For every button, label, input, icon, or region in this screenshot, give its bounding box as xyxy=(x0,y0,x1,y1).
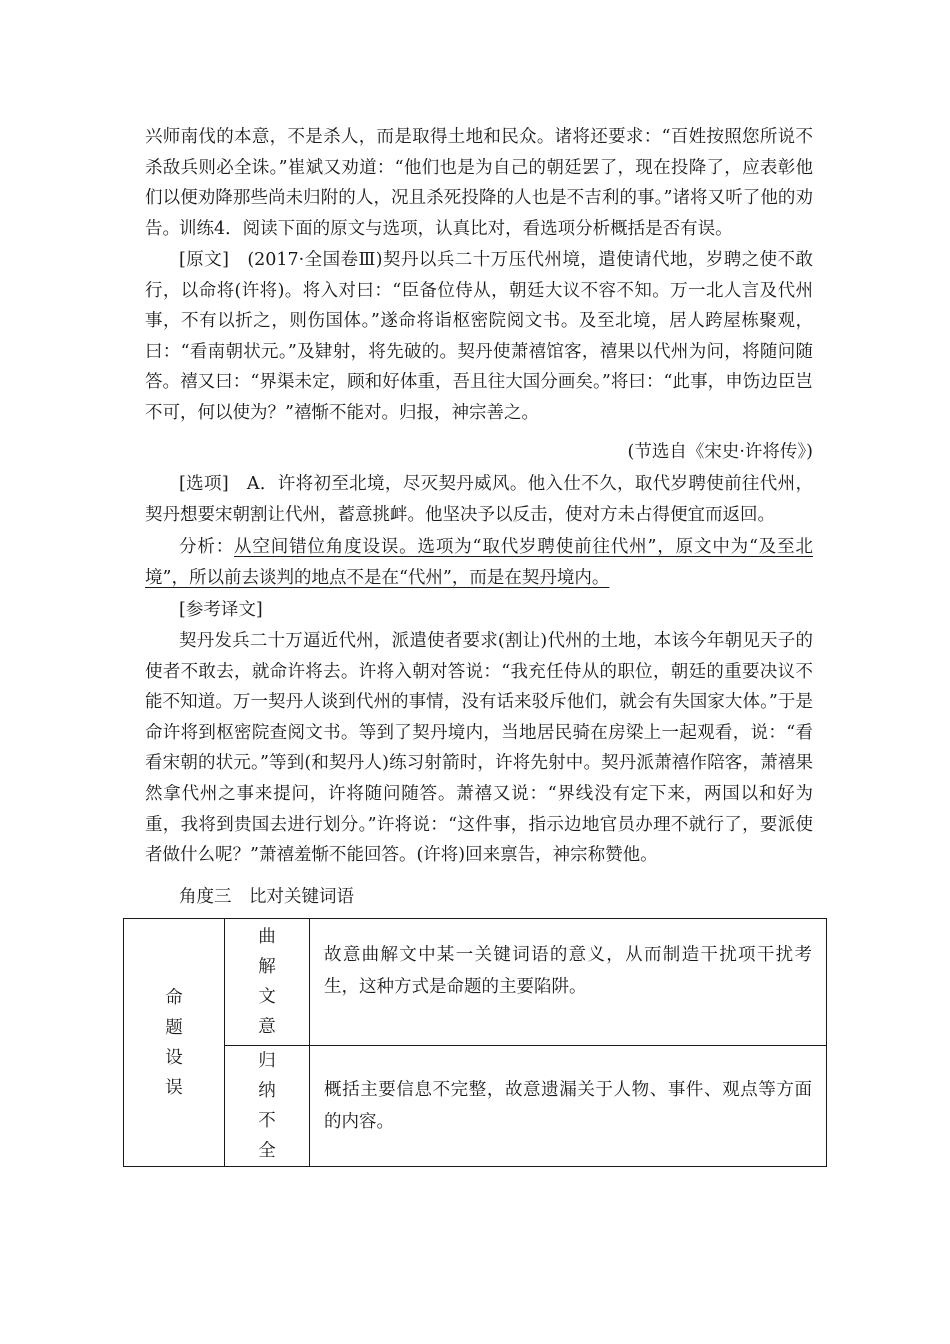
table-row xyxy=(124,1046,827,1167)
table-header-cell xyxy=(124,919,225,1167)
section-heading-angle-3: 角度三 比对关键词语 xyxy=(179,887,354,907)
analysis-text: 从空间错位角度设误。选项为“取代岁聘使前往代州”，原文中为“及至北境”，所以前去谈判的地点不是在“代州”，而是在契丹境内。 xyxy=(145,537,813,588)
row-label: 归纳不全 xyxy=(258,1051,276,1161)
table-desc-cell xyxy=(310,919,827,1046)
table-header-text: 命题设误 xyxy=(165,987,183,1098)
paragraph-option-a: [选项] A．许将初至北境，尽灭契丹威风。他入仕不久，取代岁聘使前往代州，契丹想要宋朝割让代州，蓄意挑衅。他坚决予以反击，使对方未占得便宜而返回。 xyxy=(145,474,813,525)
table-label-cell xyxy=(225,1046,310,1167)
row-description: 故意曲解文中某一关键词语的意义，从而制造干扰项干扰考生，这种方式是命题的主要陷阱。 xyxy=(324,945,812,997)
error-types-table xyxy=(123,918,827,1167)
table-desc-cell xyxy=(310,1046,827,1167)
paragraph-exercise-4: 训练4．阅读下面的原文与选项，认真比对，看选项分析概括是否有误。 xyxy=(179,219,733,239)
table-label-cell xyxy=(225,919,310,1046)
table-row xyxy=(124,919,827,1046)
source-citation: (节选自《宋史·许将传》) xyxy=(627,442,813,462)
paragraph-translation-continued: 兴师南伐的本意，不是杀人，而是取得土地和民众。诸将还要求：“百姓按照您所说不杀敌兵则必全诛。”崔斌又劝道：“他们也是为自己的朝廷罢了，现在投降了，应表彰他们以便劝降那些尚未归附的人，况且杀死投降的人也是不吉利的事。”诸将又听了他的劝告。 xyxy=(145,127,813,239)
paragraph-reference-translation: 契丹发兵二十万逼近代州，派遣使者要求(割让)代州的土地，本该今年朝见天子的使者不敢去，就命许将去。许将入朝对答说：“我充任侍从的职位，朝廷的重要决议不能不知道。万一契丹人谈到代州的事情，没有话来驳斥他们，就会有失国家大体。”于是命许将到枢密院查阅文书。等到了契丹境内，当地居民骑在房梁上一起观看，说：“看看宋朝的状元。”等到(和契丹人)练习射箭时，许将先射中。契丹派萧禧作陪客，萧禧果然拿代州之事来提问，许将随问随答。萧禧又说：“界线没有定下来，两国以和好为重，我将到贵国去进行划分。”许将说：“这件事，指示边地官员办理不就行了，要派使者做什么呢？”萧禧羞惭不能回答。(许将)回来禀告，神宗称赞他。 xyxy=(145,631,813,866)
paragraph-original-text: [原文] (2017·全国卷Ⅲ)契丹以兵二十万压代州境，遣使请代地，岁聘之使不敢行，以命将(许将)。将入对曰：“臣备位侍从，朝廷大议不容不知。万一北人言及代州事，不有以折之，则伤国体。”遂命将诣枢密院阅文书。及至北境，居人跨屋栋聚观，曰：“看南朝状元。”及肄射，将先破的。契丹使萧禧馆客，禧果以代州为问，将随问随答。禧又曰：“界渠未定，顾和好体重，吾且往大国分画矣。”将曰：“此事，申饬边臣岂不可，何以使为？”禧惭不能对。归报，神宗善之。 xyxy=(145,250,813,423)
paragraph-analysis xyxy=(145,532,813,593)
row-label: 曲解文意 xyxy=(258,927,276,1037)
row-description: 概括主要信息不完整，故意遗漏关于人物、事件、观点等方面的内容。 xyxy=(324,1080,812,1132)
reference-translation-heading: [参考译文] xyxy=(179,600,263,620)
analysis-label: 分析： xyxy=(179,537,235,557)
